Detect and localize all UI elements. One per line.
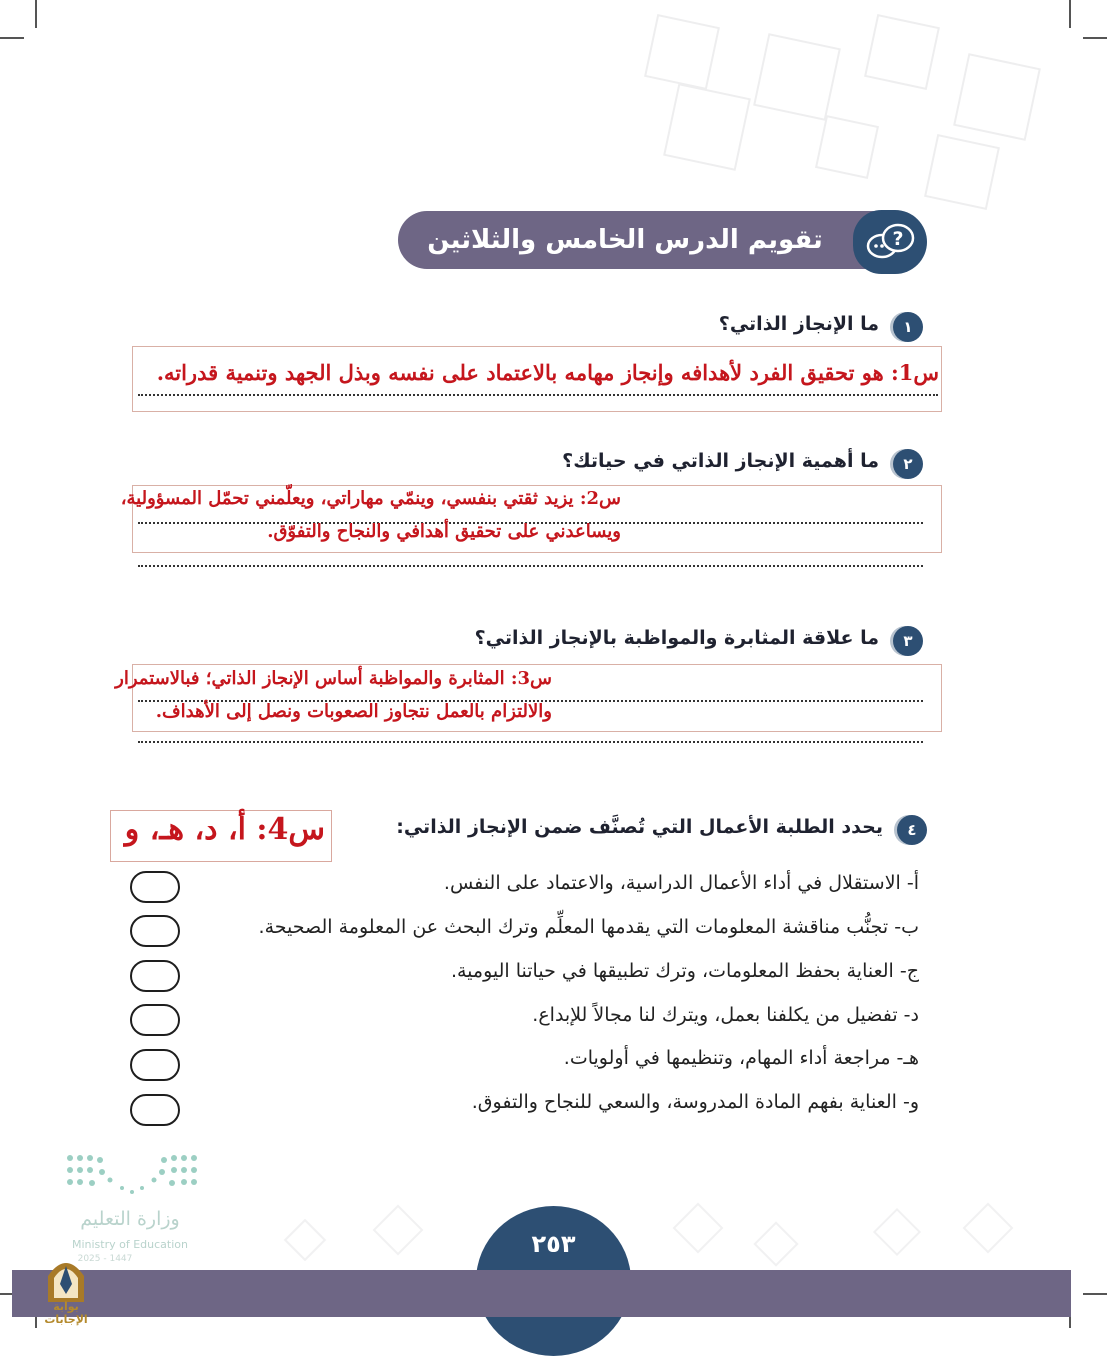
- question-2-text: ما أهمية الإنجاز الذاتي في حياتك؟: [562, 450, 879, 472]
- decor-square: [663, 83, 751, 171]
- decor-square: [924, 134, 1000, 210]
- answer-3-line-2: والالتزام بالعمل نتجاوز الصعوبات ونصل إلى الأهداف.: [155, 701, 552, 722]
- answer-oval-a[interactable]: [130, 871, 180, 903]
- answer-oval-d[interactable]: [130, 1004, 180, 1036]
- answer-1-text: س1: هو تحقيق الفرد لأهدافه وإنجاز مهامه بالاعتماد على نفسه وبذل الجهد وتنمية قدراته.: [156, 360, 939, 385]
- option-d: د- تفضيل من يكلفنا بعمل، ويترك لنا مجالاً للإبداع.: [532, 1004, 919, 1026]
- ministry-name-english: Ministry of Education: [71, 1238, 188, 1251]
- answer-oval-c[interactable]: [130, 960, 180, 992]
- svg-text:?: ?: [892, 228, 904, 250]
- answer-4-text: س4: أ، د، هـ، و: [124, 812, 325, 847]
- page-number: ٢٥٣: [531, 1230, 576, 1258]
- decor-diamond: [963, 1203, 1014, 1254]
- decor-square: [644, 14, 720, 90]
- ministry-name-arabic: وزارة التعليم: [80, 1208, 180, 1230]
- answer-2-line-2: ويساعدني على تحقيق أهدافي والنجاح والتفوّق.: [267, 521, 621, 542]
- decor-square: [864, 14, 940, 90]
- answer-line: [138, 565, 923, 567]
- question-number-2: ٢: [893, 449, 923, 479]
- answer-line: [138, 741, 923, 743]
- decor-square: [953, 53, 1041, 141]
- decor-diamond: [373, 1205, 424, 1256]
- question-number-1: ١: [893, 312, 923, 342]
- ministry-year: 2025 - 1447: [77, 1254, 133, 1264]
- portal-label: بوابة الإجابات: [44, 1300, 88, 1326]
- option-b: ب- تجنُّب مناقشة المعلومات التي يقدمها المعلِّم وترك البحث عن المعلومة الصحيحة.: [258, 916, 919, 938]
- answer-oval-f[interactable]: [130, 1094, 180, 1126]
- option-c: ج- العناية بحفظ المعلومات، وترك تطبيقها في حياتنا اليومية.: [450, 960, 919, 982]
- decor-diamond: [873, 1208, 921, 1256]
- decor-diamond: [284, 1219, 326, 1261]
- crop-mark: [0, 37, 24, 39]
- question-number-4: ٤: [897, 815, 927, 845]
- answer-line: [138, 394, 938, 396]
- crop-mark: [35, 0, 37, 28]
- decor-square: [753, 33, 841, 121]
- answer-2-line-1: س2: يزيد ثقتي بنفسي، وينمّي مهاراتي، ويعلّمني تحمّل المسؤولية،: [120, 488, 621, 509]
- lesson-evaluation-title: تقويم الدرس الخامس والثلاثين: [427, 225, 823, 255]
- crop-mark: [1083, 37, 1107, 39]
- question-4-text: يحدد الطلبة الأعمال التي تُصنَّف ضمن الإنجاز الذاتي:: [396, 816, 883, 838]
- question-number-3: ٣: [893, 626, 923, 656]
- decor-square: [815, 115, 879, 179]
- ministry-logo-icon: [62, 1150, 202, 1202]
- option-a: أ- الاستقلال في أداء الأعمال الدراسية، والاعتماد على النفس.: [443, 872, 919, 894]
- portal-logo-icon: [44, 1254, 88, 1304]
- answer-oval-e[interactable]: [130, 1049, 180, 1081]
- question-3-text: ما علاقة المثابرة والمواظبة بالإنجاز الذاتي؟: [474, 627, 879, 649]
- answer-oval-b[interactable]: [130, 915, 180, 947]
- crop-mark: [1083, 1293, 1107, 1295]
- option-f: و- العناية بفهم المادة المدروسة، والسعي للنجاح والتفوق.: [471, 1091, 919, 1113]
- decor-diamond: [673, 1203, 724, 1254]
- answer-3-line-1: س3: المثابرة والمواظبة أساس الإنجاز الذاتي؛ فبالاستمرار: [115, 668, 552, 689]
- crop-mark: [1069, 0, 1071, 28]
- decor-diamond: [753, 1221, 798, 1266]
- question-1-text: ما الإنجاز الذاتي؟: [718, 313, 879, 335]
- footer-bar: [12, 1270, 1071, 1317]
- option-e: هـ- مراجعة أداء المهام، وتنظيمها في أولويات.: [563, 1047, 919, 1069]
- question-bubble-icon: [862, 218, 918, 266]
